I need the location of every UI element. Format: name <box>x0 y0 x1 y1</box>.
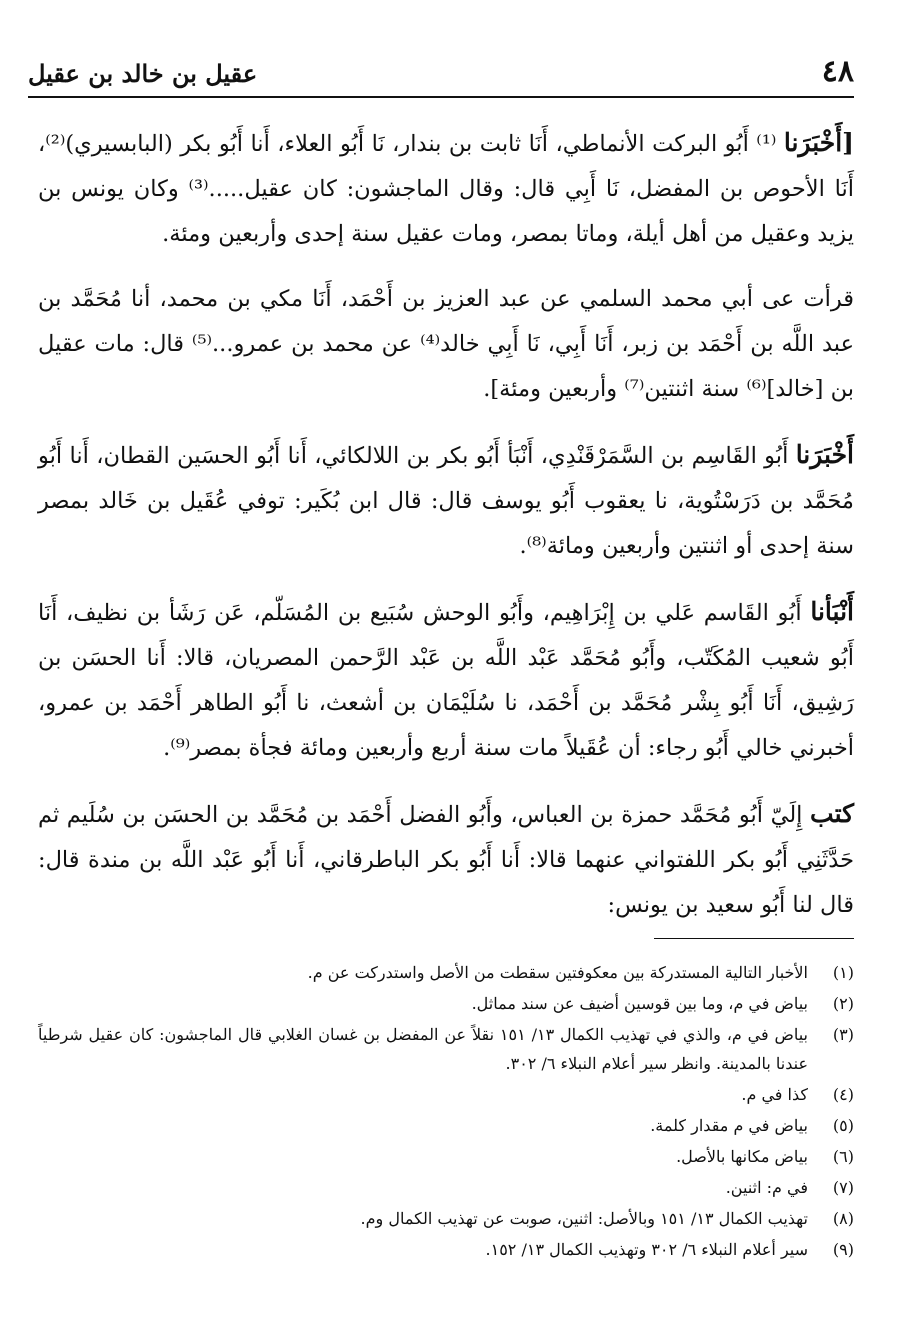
paragraph-lead: كتب <box>810 799 855 828</box>
footnote-text: بياض في م، وما بين قوسين أضيف عن سند مماثل. <box>471 994 808 1013</box>
running-title: عقيل بن خالد بن عقيل <box>28 59 258 88</box>
footnote <box>38 1173 854 1202</box>
footnote <box>38 1204 854 1233</box>
footnote-text: بياض في م مقدار كلمة. <box>650 1116 808 1135</box>
footnotes <box>38 958 854 1266</box>
paragraph-text: أَبُو القَاسِم بن السَّمَرْقَنْدِي، أَنْبَأ أَبُو بكر بن اللالكائي، أَنا أَبُو الحسَين القطان، أَنا أَبُو مُحَمَّد بن دَرَسْتُوية، نا يعقوب أَبُو يوسف قال: قال ابن بُكَير: توفي عُقَيل بن خَالد بمصر سنة إحدى أو اثنتين وأربعين ومائة⁽⁸⁾. <box>38 443 854 559</box>
footnote <box>38 989 854 1018</box>
footnote-number: (١) <box>832 963 854 982</box>
paragraph <box>38 277 854 412</box>
footnote-text: تهذيب الكمال ١٣/ ١٥١ وبالأصل: اثنين، صوبت عن تهذيب الكمال وم. <box>360 1209 808 1228</box>
paragraph <box>38 432 854 569</box>
footnote-text: بياض مكانها بالأصل. <box>676 1147 808 1166</box>
footnote-number: (٩) <box>832 1240 854 1259</box>
footnote-text: بياض في م، والذي في تهذيب الكمال ١٣/ ١٥١ نقلاً عن المفضل بن غسان الغلابي قال الماجشون: كان عقيل شرطياً عندنا بالمدينة. وانظر سير أعلام النبلاء ٦/ ٣٠٢. <box>38 1025 809 1073</box>
footnote <box>38 958 854 987</box>
paragraph <box>38 589 854 771</box>
footnote-text: سير أعلام النبلاء ٦/ ٣٠٢ وتهذيب الكمال ١٣/ ١٥٢. <box>485 1240 808 1259</box>
footnote-number: (٨) <box>832 1209 854 1228</box>
paragraph-lead: أَنْبَأنا <box>810 597 854 626</box>
footnote-text: كذا في م. <box>741 1085 808 1104</box>
footnote-number: (٥) <box>832 1116 854 1135</box>
paragraph-lead: أَخْبَرَنا <box>795 440 855 469</box>
footnote-number: (٢) <box>832 994 854 1013</box>
footnote-separator <box>654 938 854 939</box>
paragraph-text: إِلَيّ أَبُو مُحَمَّد حمزة بن العباس، وأَبُو الفضل أَحْمَد بن مُحَمَّد بن الحسَن بن سُلَيم ثم حَدَّثَنِي أَبُو بكر اللفتواني عنهما قالا: أَنا أَبُو بكر الباطرقاني، أَنا أَبُو عَبْد اللَّه بن مندة قال: قال لنا أَبُو سعيد بن يونس: <box>38 802 854 918</box>
paragraph-lead: [أَخْبَرَنا <box>783 128 854 157</box>
footnote <box>38 1111 854 1140</box>
footnote-text: الأخبار التالية المستدركة بين معكوفتين سقطت من الأصل واستدركت عن م. <box>307 963 808 982</box>
paragraph-text: قرأت عى أبي محمد السلمي عن عبد العزيز بن أَحْمَد، أَنَا مكي بن محمد، أنا مُحَمَّد بن عبد اللَّه بن أَحْمَد بن زبر، أَنَا أَبِي، نَا أَبِي خالد⁽⁴⁾ عن محمد بن عمرو...⁽⁵⁾ قال: مات عقيل بن [خالد]⁽⁶⁾ سنة اثنتين⁽⁷⁾ وأربعين ومئة]. <box>38 286 855 402</box>
footnote <box>38 1020 854 1078</box>
footnote-number: (٦) <box>832 1147 854 1166</box>
running-header <box>28 52 854 98</box>
paragraph-text: أَبُو القَاسم عَلي بن إِبْرَاهِيم، وأَبُو الوحش سُبَيع بن المُسَلّم، عَن رَشَأ بن نظيف، أَنَا أَبُو شعيب المُكَتّب، وأَبُو مُحَمَّد عَبْد اللَّه بن عَبْد الرَّحمن المصريان، قالا: أَنا الحسَن بن رَشِيق، أَنَا أَبُو بِشْر مُحَمَّد بن أَحْمَد، نا سُلَيْمَان بن أشعث، نا أَبُو الطاهر أَحْمَد بن عمرو، أخبرني خالي أَبُو رجاء: أن عُقَيلاً مات سنة أربع وأربعين ومائة فجأة بمصر⁽⁹⁾. <box>38 600 854 761</box>
paragraph-text: ⁽¹⁾ أَبُو البركت الأنماطي، أَنَا ثابت بن بندار، نَا أَبُو العلاء، أَنا أَبُو بكر (البابسيري)⁽²⁾، أَنَا الأحوص بن المفضل، نَا أَبِي قال: وقال الماجشون: كان عقيل.....⁽³⁾ وكان يونس بن يزيد وعقيل من أهل أيلة، وماتا بمصر، ومات عقيل سنة إحدى وأربعين ومئة. <box>38 131 854 247</box>
footnote-number: (٤) <box>832 1085 854 1104</box>
footnote <box>38 1080 854 1109</box>
paragraph <box>38 120 854 257</box>
footnote-number: (٣) <box>832 1025 854 1044</box>
footnote-number: (٧) <box>832 1178 854 1197</box>
footnote-text: في م: اثنين. <box>725 1178 808 1197</box>
footnote <box>38 1142 854 1171</box>
paragraph <box>38 791 854 928</box>
footnote <box>38 1235 854 1264</box>
main-text <box>38 120 854 948</box>
page-number: ٤٨ <box>821 54 854 89</box>
